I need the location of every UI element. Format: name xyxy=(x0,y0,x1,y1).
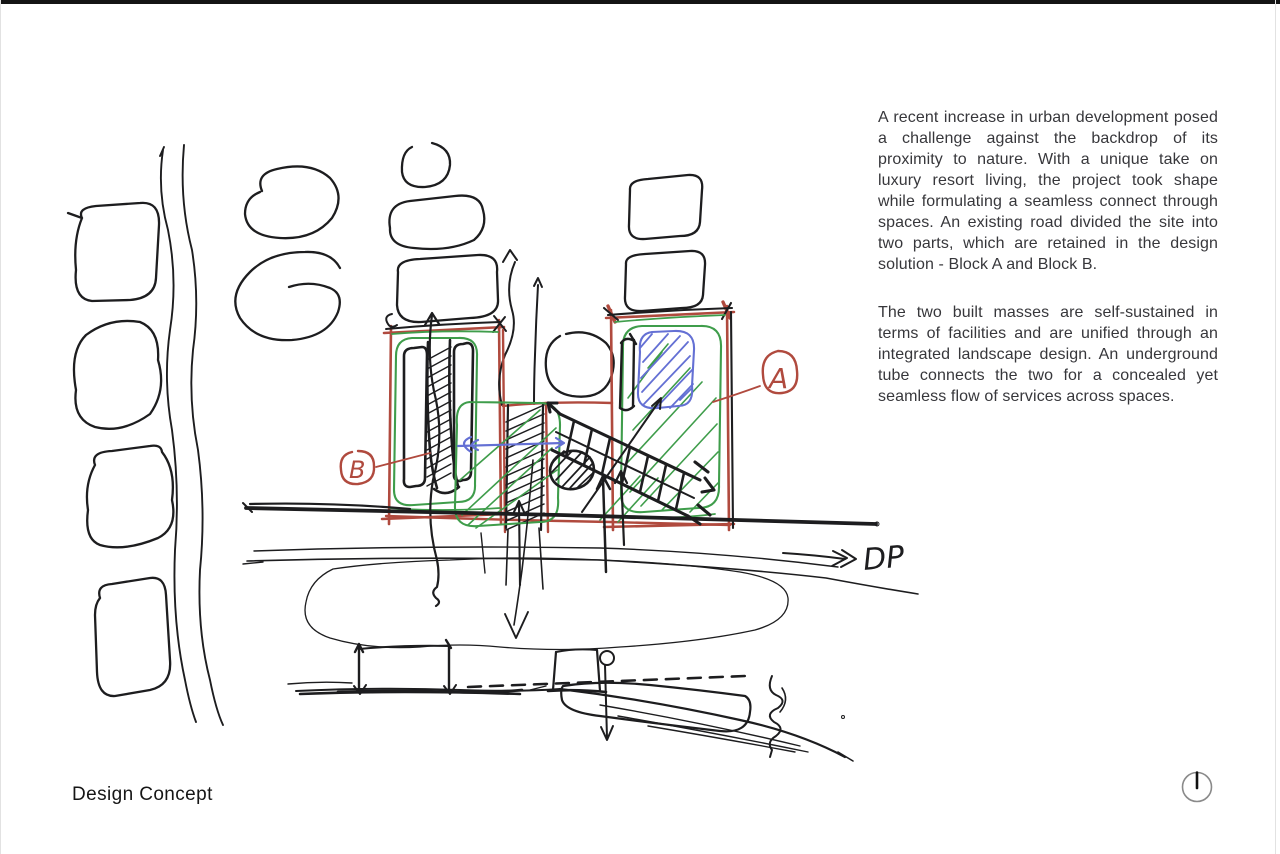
blue-connection-arrow xyxy=(458,437,564,452)
service-road xyxy=(243,547,918,594)
round-tree xyxy=(546,332,614,396)
block-b-letter: B xyxy=(349,456,366,484)
dp-direction xyxy=(783,539,907,578)
block-a-water-feature xyxy=(638,331,694,408)
dp-road-label: DP xyxy=(861,539,906,578)
page-title: Design Concept xyxy=(72,784,213,805)
lawn-loop xyxy=(305,558,788,650)
description-panel xyxy=(878,107,1218,407)
block-a-letter: A xyxy=(769,362,789,395)
main-road xyxy=(243,503,879,526)
top-center-trees xyxy=(389,143,498,322)
north-arrow-icon xyxy=(1178,768,1216,806)
section-sketch xyxy=(288,640,853,761)
description-paragraph-2: The two built masses are self-sustained in terms of facilities and are unified through an integrated landscape design. An underground tube connects the two for a concealed yet seamless flow of services across spaces. xyxy=(878,304,1218,405)
diagonal-building-form xyxy=(548,403,714,524)
left-tree-row xyxy=(68,203,173,696)
description-paragraph-1: A recent increase in urban development posed a challenge against the backdrop of its proximity to nature. With a unique take on luxury resort living, the project took shape while formulating a seamless connect through spaces. An existing road divided the site into two parts, which are retained in the design solution - Block A and Block B. xyxy=(878,109,1218,273)
section-dot xyxy=(842,716,845,719)
spiral-trees xyxy=(235,166,340,340)
block-b-label xyxy=(341,451,430,484)
top-right-trees xyxy=(625,175,705,311)
block-a-label xyxy=(713,351,797,402)
